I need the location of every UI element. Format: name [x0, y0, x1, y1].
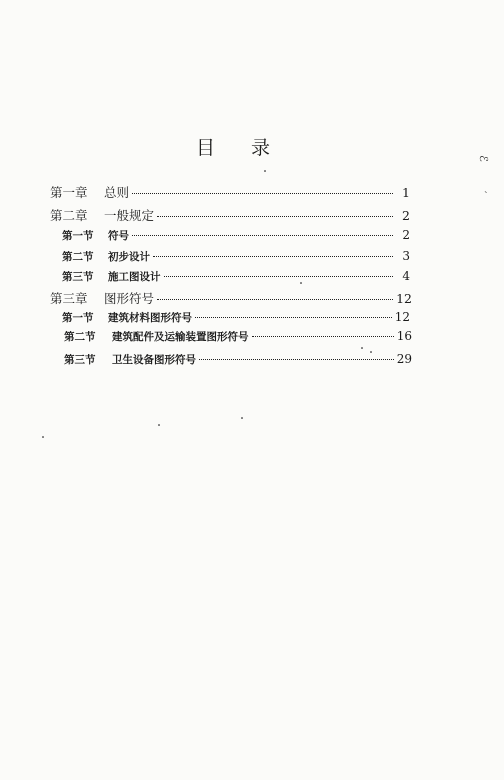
toc-leader-dots	[252, 336, 394, 337]
toc-entry-page: 4	[402, 269, 410, 283]
toc-leader-dots	[199, 359, 394, 360]
toc-entry-title: 建筑材料图形符号	[108, 312, 192, 324]
toc-entry-title: 施工图设计	[108, 271, 161, 283]
toc-leader-dots	[132, 235, 393, 236]
scan-speck	[241, 417, 243, 419]
toc-entry[interactable]	[62, 310, 410, 325]
toc-entry-number: 第一章	[50, 185, 88, 200]
toc-entry-title: 总则	[104, 185, 130, 200]
toc-entry-title: 卫生设备图形符号	[112, 354, 196, 366]
toc-entry-number: 第三节	[62, 271, 94, 283]
scan-speck	[300, 282, 302, 284]
toc-entry-page: 29	[396, 352, 412, 366]
toc-entry-number: 第二节	[62, 251, 94, 263]
toc-entry-page: 12	[394, 310, 410, 324]
toc-entry-title: 一般规定	[104, 208, 155, 223]
toc-leader-dots	[157, 299, 393, 300]
toc-entry-number: 第一节	[62, 230, 94, 242]
toc-entry-number: 第三节	[64, 354, 96, 366]
toc-entry-title: 符号	[108, 230, 129, 242]
toc-entry[interactable]	[64, 352, 412, 367]
toc-entry[interactable]	[62, 249, 410, 264]
toc-leader-dots	[157, 216, 393, 217]
toc-title-char-1: 目	[196, 137, 216, 159]
toc-entry[interactable]	[64, 329, 412, 344]
toc-entry-title: 初步设计	[108, 251, 150, 263]
margin-mark: ℰ	[476, 155, 490, 162]
toc-entry[interactable]	[50, 206, 410, 224]
toc-entry-title: 建筑配件及运输装置图形符号	[112, 331, 249, 343]
toc-leader-dots	[153, 256, 393, 257]
toc-entry-page: 16	[396, 329, 412, 343]
toc-entry-page: 2	[402, 208, 410, 223]
toc-entry-number: 第三章	[50, 291, 88, 306]
scan-speck	[361, 347, 363, 349]
toc-entry-number: 第二章	[50, 208, 88, 223]
toc-entry[interactable]	[50, 183, 410, 201]
scan-speck	[264, 170, 266, 172]
toc-entry[interactable]	[62, 269, 410, 284]
toc-leader-dots	[164, 276, 394, 277]
toc-leader-dots	[195, 317, 392, 318]
toc-entry-number: 第二节	[64, 331, 96, 343]
toc-entry-number: 第一节	[62, 312, 94, 324]
scan-speck	[370, 351, 372, 353]
toc-entry-page: 1	[402, 185, 410, 200]
scan-speck	[158, 424, 160, 426]
scan-speck	[42, 436, 44, 438]
toc-entry-page: 12	[396, 291, 412, 306]
toc-entry-title: 图形符号	[104, 291, 155, 306]
toc-entry[interactable]	[50, 289, 412, 307]
margin-mark-small: ˴	[484, 184, 488, 197]
toc-entry-page: 3	[402, 249, 410, 263]
toc-entry[interactable]	[62, 228, 410, 243]
toc-title-char-2: 录	[251, 137, 271, 159]
toc-leader-dots	[132, 193, 393, 194]
toc-entry-page: 2	[402, 228, 410, 242]
